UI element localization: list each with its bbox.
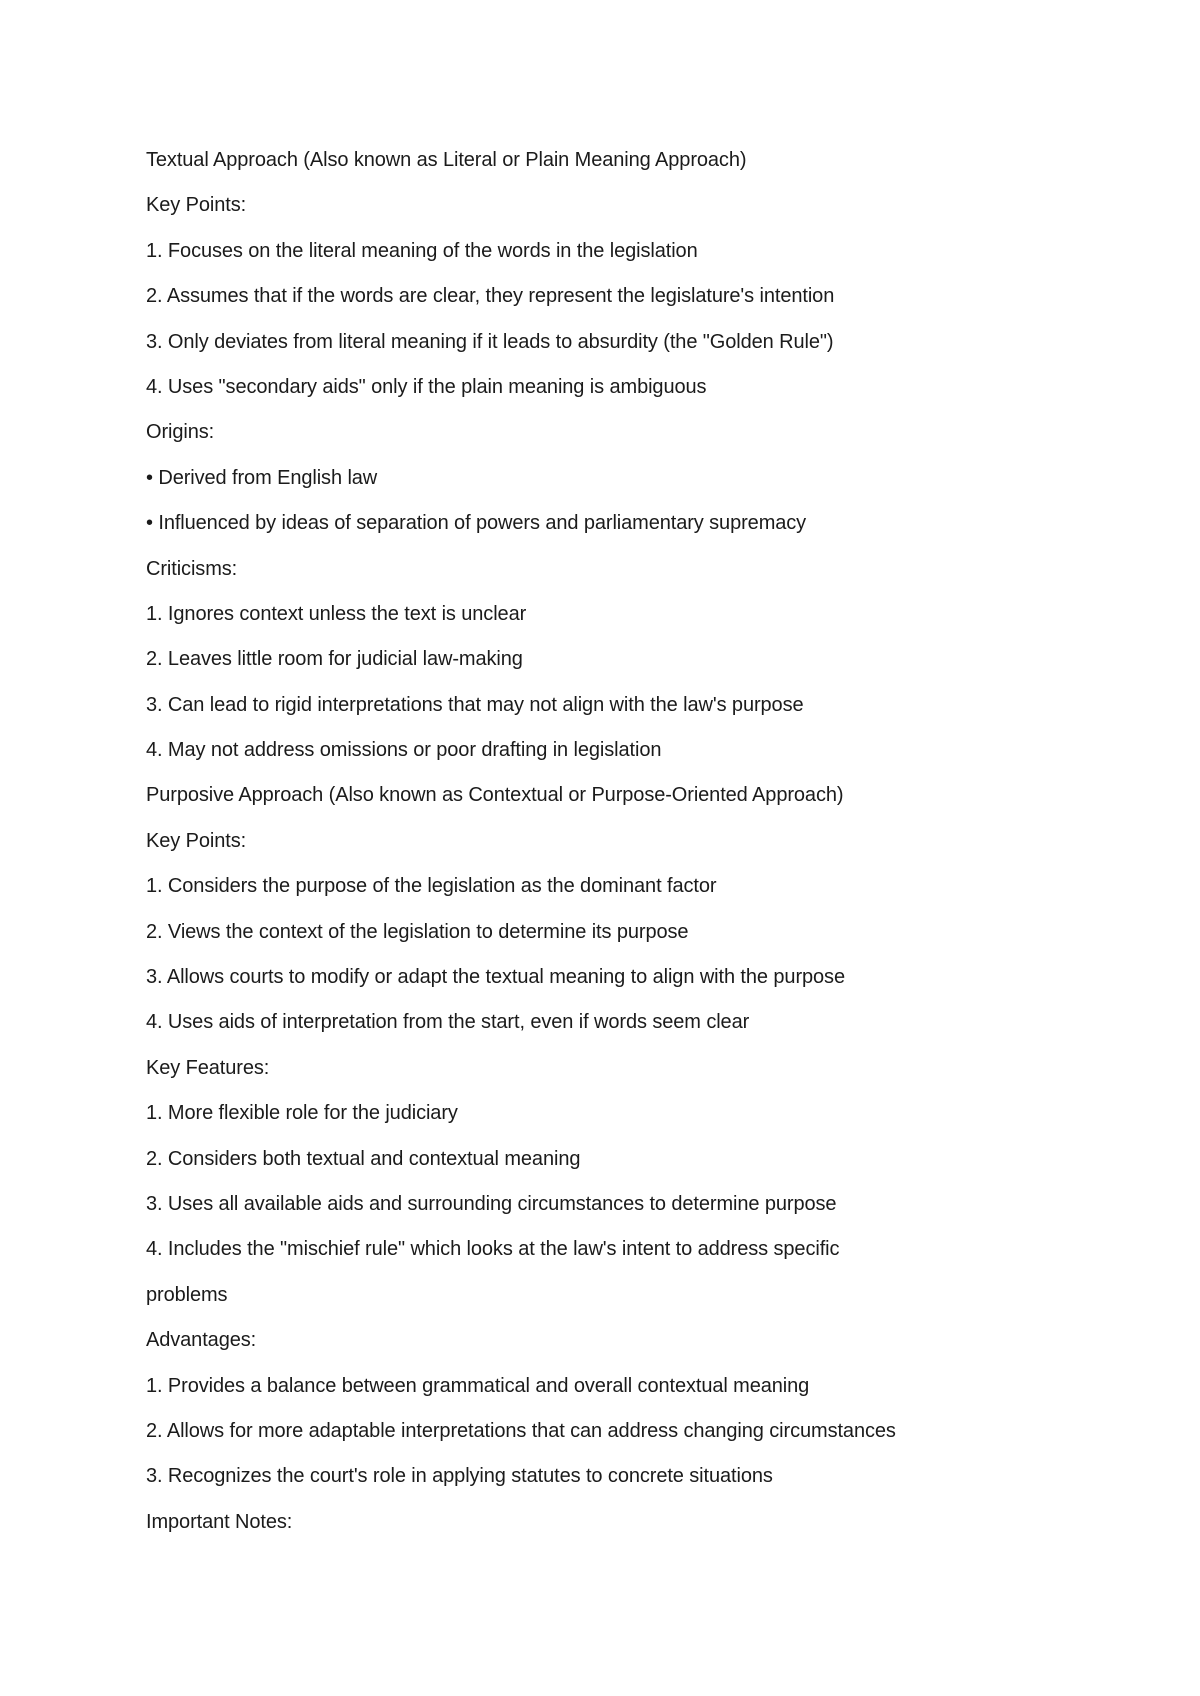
list-item: 2. Leaves little room for judicial law-making <box>146 648 523 671</box>
list-item: 4. May not address omissions or poor drafting in legislation <box>146 739 662 762</box>
list-item: 1. More flexible role for the judiciary <box>146 1102 458 1125</box>
subheading-criticisms: Criticisms: <box>146 557 238 580</box>
document-body <box>146 142 1146 1549</box>
list-item: 3. Recognizes the court's role in applying statutes to concrete situations <box>146 1465 773 1488</box>
subheading-key-points: Key Points: <box>146 829 247 852</box>
list-item: 4. Uses "secondary aids" only if the plain meaning is ambiguous <box>146 375 707 398</box>
list-item: 1. Ignores context unless the text is unclear <box>146 602 527 625</box>
section-heading-purposive-approach: Purposive Approach (Also known as Contextual or Purpose-Oriented Approach) <box>146 784 844 807</box>
bullet-item: • Derived from English law <box>146 466 378 489</box>
list-item: 1. Focuses on the literal meaning of the words in the legislation <box>146 239 698 262</box>
list-item: 2. Assumes that if the words are clear, they represent the legislature's intention <box>146 285 835 308</box>
section-heading-textual-approach: Textual Approach (Also known as Literal or Plain Meaning Approach) <box>146 149 747 171</box>
list-item-continuation: problems <box>146 1283 228 1306</box>
list-item: 3. Uses all available aids and surrounding circumstances to determine purpose <box>146 1192 837 1215</box>
list-item: 3. Can lead to rigid interpretations that may not align with the law's purpose <box>146 693 804 716</box>
subheading-key-features: Key Features: <box>146 1056 270 1079</box>
bullet-item: • Influenced by ideas of separation of powers and parliamentary supremacy <box>146 512 807 535</box>
list-item: 2. Considers both textual and contextual meaning <box>146 1147 581 1170</box>
list-item: 3. Allows courts to modify or adapt the textual meaning to align with the purpose <box>146 966 845 989</box>
subheading-origins: Origins: <box>146 421 215 444</box>
list-item: 4. Includes the "mischief rule" which looks at the law's intent to address specific <box>146 1238 840 1261</box>
list-item: 1. Considers the purpose of the legislation as the dominant factor <box>146 875 717 898</box>
list-item: 3. Only deviates from literal meaning if it leads to absurdity (the "Golden Rule") <box>146 330 834 353</box>
list-item: 1. Provides a balance between grammatical and overall contextual meaning <box>146 1374 810 1397</box>
subheading-key-points: Key Points: <box>146 194 247 217</box>
list-item: 4. Uses aids of interpretation from the start, even if words seem clear <box>146 1011 750 1034</box>
subheading-advantages: Advantages: <box>146 1329 257 1352</box>
list-item: 2. Views the context of the legislation to determine its purpose <box>146 920 689 943</box>
list-item: 2. Allows for more adaptable interpretations that can address changing circumstances <box>146 1419 896 1442</box>
subheading-important-notes: Important Notes: <box>146 1510 293 1533</box>
